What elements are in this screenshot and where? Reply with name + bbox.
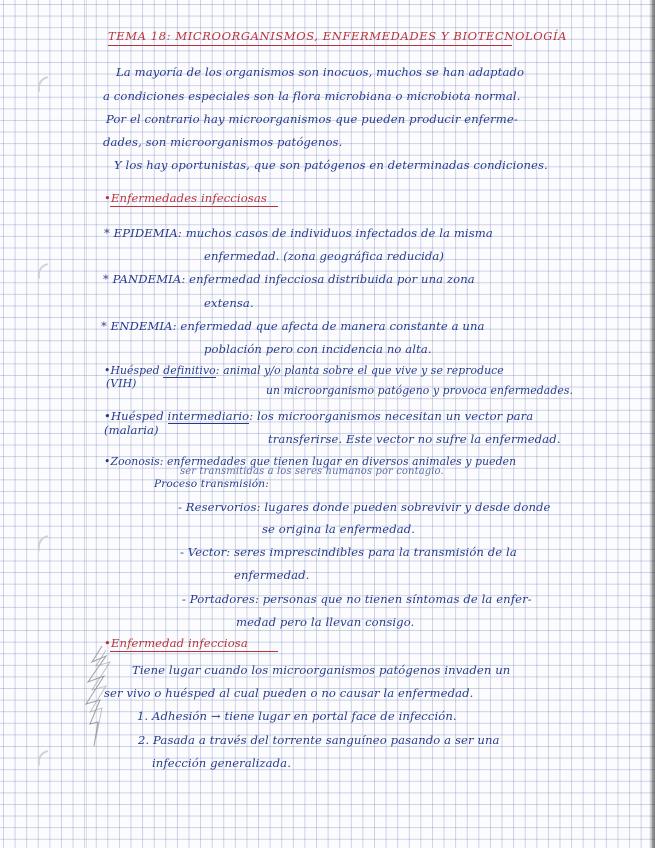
- text-line: * EPIDEMIA: muchos casos de individuos infectados de la misma: [104, 226, 493, 240]
- text-line: dades, son microorganismos patógenos.: [103, 135, 343, 149]
- text-line: •Huésped intermediario: los microorganismos necesitan un vector para: [104, 409, 534, 423]
- text-line: - Portadores: personas que no tienen síntomas de la enfer-: [182, 592, 532, 606]
- punch-hole-mark: [34, 535, 51, 551]
- text-line: Y los hay oportunistas, que son patógenos en determinadas condiciones.: [114, 158, 548, 172]
- text-line: •Zoonosis: enfermedades que tienen lugar en diversos animales y pueden: [104, 455, 517, 468]
- text-line: (VIH): [106, 377, 137, 390]
- punch-hole-mark: [34, 263, 51, 279]
- punch-hole-mark: [34, 76, 51, 92]
- text-line: La mayoría de los organismos son inocuos, muchos se han adaptado: [116, 65, 525, 79]
- text-line: 2. Pasada a través del torrente sanguíneo pasando a ser una: [138, 733, 500, 747]
- text-line: ser vivo o huésped al cual pueden o no causar la enfermedad.: [104, 686, 474, 700]
- text-line: infección generalizada.: [152, 756, 291, 770]
- page-title: TEMA 18: MICROORGANISMOS, ENFERMEDADES Y BIOTECNOLOGÍA: [108, 29, 568, 43]
- text-line: a condiciones especiales son la flora microbiana o microbiota normal.: [103, 89, 521, 103]
- text-line: - Reservorios: lugares donde pueden sobrevivir y desde donde: [178, 500, 551, 514]
- text-line: Proceso transmisión:: [154, 478, 269, 490]
- text-line: se origina la enfermedad.: [262, 522, 416, 536]
- text-line: enfermedad.: [234, 568, 310, 582]
- text-line: transferirse. Este vector no sufre la enfermedad.: [268, 432, 561, 446]
- text-line: •Huésped definitivo: animal y/o planta sobre el que vive y se reproduce: [104, 364, 504, 377]
- section-heading: •Enfermedades infecciosas: [104, 191, 267, 205]
- text-line: - Vector: seres imprescindibles para la transmisión de la: [180, 545, 517, 559]
- text-line: (malaria): [104, 423, 159, 437]
- section-underline: [110, 651, 278, 652]
- section-heading: •Enfermedad infecciosa: [104, 636, 248, 650]
- text-line: ser transmitidas a los seres humanos por contagio.: [180, 466, 444, 477]
- title-underline: [108, 45, 512, 46]
- text-line: enfermedad. (zona geográfica reducida): [204, 249, 445, 263]
- text-line: * PANDEMIA: enfermedad infecciosa distribuida por una zona: [103, 272, 475, 286]
- text-line: Por el contrario hay microorganismos que pueden producir enferme-: [106, 112, 518, 126]
- text-line: población pero con incidencia no alta.: [204, 342, 432, 356]
- text-line: Tiene lugar cuando los microorganismos patógenos invaden un: [132, 663, 511, 677]
- text-line: 1. Adhesión → tiene lugar en portal face de infección.: [137, 709, 457, 723]
- text-line: medad pero la llevan consigo.: [236, 615, 415, 629]
- text-line: extensa.: [204, 296, 254, 310]
- text-line: un microorganismo patógeno y provoca enfermedades.: [266, 384, 574, 397]
- punch-hole-mark: [34, 750, 51, 766]
- text-line: * ENDEMIA: enfermedad que afecta de manera constante a una: [101, 319, 485, 333]
- page-edge-shadow: [649, 0, 655, 848]
- section-underline: [110, 206, 278, 207]
